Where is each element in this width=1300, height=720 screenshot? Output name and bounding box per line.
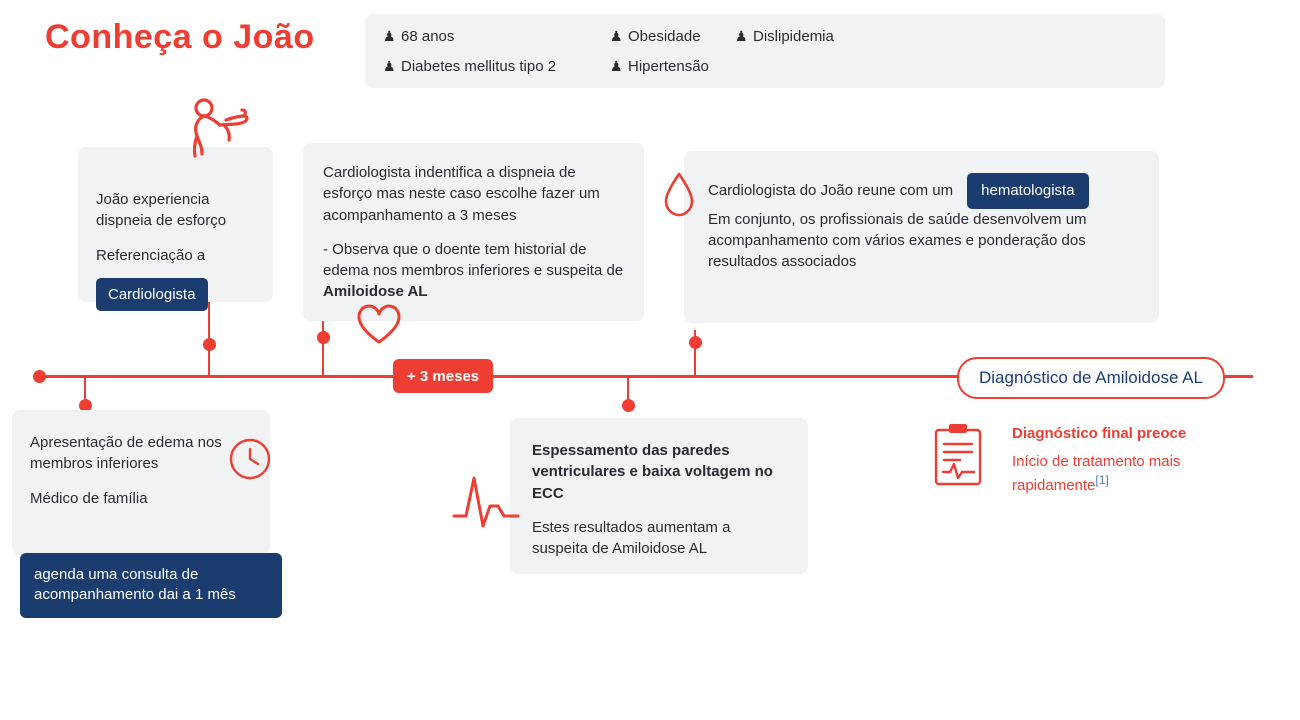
fact-item: ♟ 68 anos [383, 28, 455, 45]
timeline-node [317, 331, 330, 344]
ecg-wave-icon [450, 470, 522, 539]
card-c-row-1 [708, 173, 1135, 209]
card-e-title: Espessamento das paredes ventriculares e baixa voltagem no ECC [532, 442, 773, 502]
pin-icon: ♟ [383, 28, 396, 44]
card-multidisciplinary-meeting [684, 151, 1159, 323]
person-icon [182, 98, 252, 165]
timeline-node [203, 338, 216, 351]
page-title: Conheça o João [45, 18, 315, 56]
card-b-line2: - Observa que o doente tem historial de edema nos membros inferiores e suspeita de Amiloidose AL [323, 240, 624, 301]
card-d-line2: Médico de família [30, 489, 148, 507]
final-diagnosis-block [1012, 425, 1262, 496]
months-badge: + 3 meses [393, 359, 493, 393]
card-d-line1: Apresentação de edema nos membros inferiores [30, 434, 222, 473]
pin-icon: ♟ [735, 28, 748, 44]
card-c-line1: Cardiologista do João reune com um [708, 182, 954, 200]
card-b-line1: Cardiologista indentifica a dispneia de esforço mas neste caso escolhe fazer um acompanhamento a 3 meses [323, 164, 600, 224]
final-diagnosis-title: Diagnóstico final preoce [1012, 425, 1187, 442]
pin-icon: ♟ [610, 28, 623, 44]
reference-marker[interactable]: [1] [1095, 473, 1109, 487]
card-e-body: Estes resultados aumentam a suspeita de Amiloidose AL [532, 518, 731, 558]
timeline-node [689, 336, 702, 349]
final-diagnosis-subtitle: Início de tratamento mais rapidamente[1] [1012, 453, 1181, 494]
clock-icon [228, 437, 272, 486]
pin-icon: ♟ [383, 58, 396, 74]
card-a-line2: Referenciação a [96, 246, 206, 264]
pin-icon: ♟ [610, 58, 623, 74]
fact-item: ♟ Hipertensão [610, 58, 709, 75]
diagnosis-pill: Diagnóstico de Amiloidose AL [957, 357, 1225, 399]
timeline-node [622, 399, 635, 412]
card-c-line2: Em conjunto, os profissionais de saúde desenvolvem um acompanhamento com vários exames e ponderação dos resultados associados [708, 210, 1087, 271]
fact-item: ♟ Obesidade [610, 28, 701, 45]
card-a-line1: João experiencia dispneia de esforço [96, 191, 227, 230]
tag-hematologista: hematologista [967, 173, 1088, 209]
tag-cardiologista: Cardiologista [96, 278, 208, 312]
card-ecg-findings [510, 418, 808, 574]
card-initial-symptoms [78, 147, 273, 302]
patient-facts-panel [365, 14, 1165, 88]
timeline-start-node [33, 370, 46, 383]
fact-item: ♟ Diabetes mellitus tipo 2 [383, 58, 557, 75]
card-cardiologist-assessment [303, 143, 644, 321]
blood-drop-icon [660, 170, 698, 225]
fact-item: ♟ Dislipidemia [735, 28, 834, 45]
heart-icon [355, 302, 403, 351]
card-b-highlight: Amiloidose AL [323, 283, 428, 301]
timeline-connector [322, 316, 324, 376]
clipboard-report-icon [930, 422, 988, 495]
tag-schedule-followup: agenda uma consulta de acompanhamento dai a 1 mês [20, 553, 282, 618]
